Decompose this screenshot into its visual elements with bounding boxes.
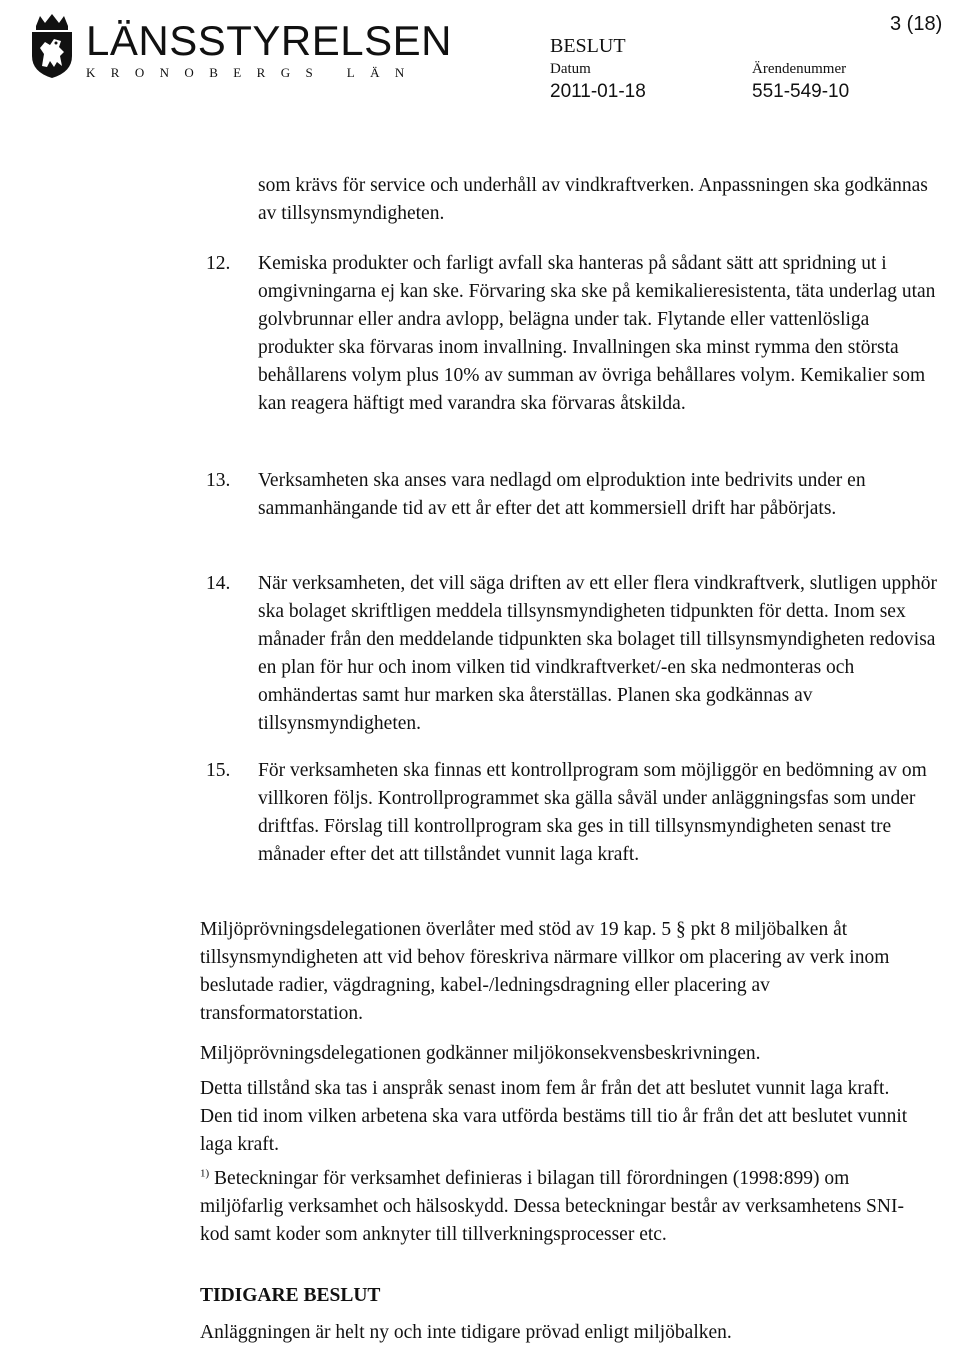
date-value: 2011-01-18 bbox=[550, 81, 646, 102]
approval-paragraph: Miljöprövningsdelegationen godkänner miljökonsekvensbeskrivningen. bbox=[200, 1043, 761, 1064]
footnote-text: Beteckningar för verksamhet definieras i bilagan till förordningen (1998:899) om miljöfarlig verksamhet och hälsoskydd. Dessa beteckningar består av verksamhetens SNI-kod samt koder som anknyter till tillverkningsprocesser etc. bbox=[200, 1168, 904, 1245]
condition-text: Verksamheten ska anses vara nedlagd om elproduktion inte bedrivits under en sammanhängande tid av ett år efter det att kommersiell drift har påbörjats. bbox=[258, 470, 866, 519]
county-name: KRONOBERGS LÄN bbox=[86, 65, 420, 80]
case-number-label: Ärendenummer bbox=[752, 61, 847, 77]
condition-number: 14. bbox=[206, 573, 231, 594]
page-number: 3 (18) bbox=[890, 13, 943, 35]
condition-number: 15. bbox=[206, 760, 231, 781]
validity-paragraph: Detta tillstånd ska tas i anspråk senast inom fem år från det att beslutet vunnit laga kraft. Den tid inom vilken arbetena ska vara utförda bestäms till tio år från det att beslutet vunnit laga kraft. bbox=[200, 1078, 908, 1155]
organization-name: LÄNSSTYRELSEN bbox=[86, 17, 452, 64]
condition-number: 12. bbox=[206, 253, 231, 274]
section-text: Anläggningen är helt ny och inte tidigare prövad enligt miljöbalken. bbox=[200, 1322, 732, 1343]
section-heading: TIDIGARE BESLUT bbox=[200, 1285, 381, 1306]
footnote-marker: 1) bbox=[200, 1167, 210, 1180]
condition-continuation: som krävs för service och underhåll av vindkraftverken. Anpassningen ska godkännas av tillsynsmyndigheten. bbox=[258, 175, 928, 224]
condition-text: För verksamheten ska finnas ett kontrollprogram som möjliggör en bedömning av om villkoren följs. Kontrollprogrammet ska gälla såväl under anläggningsfas som under driftfas. Förslag till kontrollprogram ska ges in till tillsynsmyndigheten senast tre månader efter det att tillståndet vunnit laga kraft. bbox=[258, 760, 927, 865]
case-number-value: 551-549-10 bbox=[752, 81, 850, 102]
footnote bbox=[200, 1165, 920, 1249]
condition-number: 13. bbox=[206, 470, 231, 491]
document-type: BESLUT bbox=[550, 35, 626, 57]
condition-text: Kemiska produkter och farligt avfall ska hanteras på sådant sätt att spridning ut i omgivningarna ej kan ske. Förvaring ska ske på kemikalieresistenta, täta underlag utan golvbrunnar eller andra avlopp, belägna under tak. Flytande eller vattenlösliga produkter ska förvaras inom invallning. Invallningen ska minst rymma den största behållarens volym plus 10% av summan av övriga behållares volym. Kemikalier som kan reagera häftigt med varandra ska förvaras åtskilda. bbox=[258, 253, 936, 414]
date-label: Datum bbox=[550, 61, 591, 77]
lion-crest-icon bbox=[26, 12, 78, 80]
delegation-paragraph: Miljöprövningsdelegationen överlåter med stöd av 19 kap. 5 § pkt 8 miljöbalken åt tillsynsmyndigheten att vid behov föreskriva närmare villkor om placering av verk inom beslutade radier, vägdragning, kabel-/ledningsdragning eller placering av transformatorstation. bbox=[200, 919, 890, 1024]
condition-text: När verksamheten, det vill säga driften av ett eller flera vindkraftverk, slutligen upphör ska bolaget skriftligen meddela tillsynsmyndigheten tidpunkten för detta. Inom sex månader från den meddelande tidpunkten ska bolaget till tillsynsmyndigheten redovisa en plan för hur och inom vilken tid vindkraftverket/-en ska nedmonteras och omhändertas samt hur marken ska återställas. Planen ska godkännas av tillsynsmyndigheten. bbox=[258, 573, 938, 734]
